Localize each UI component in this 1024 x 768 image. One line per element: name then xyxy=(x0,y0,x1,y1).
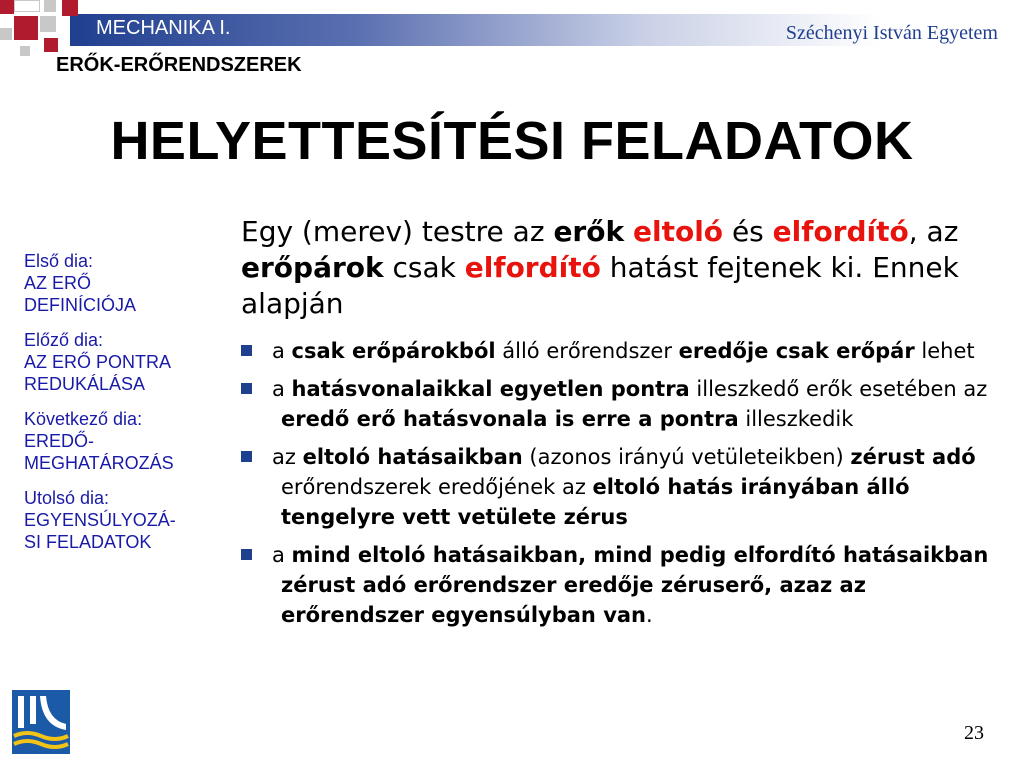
slide-navigation xyxy=(24,250,234,566)
nav-label: Következő dia: xyxy=(24,409,143,429)
nav-label: Utolsó dia: xyxy=(24,488,110,508)
bullet-list xyxy=(241,336,1001,638)
course-name: MECHANIKA I. xyxy=(96,17,231,39)
list-item: a hatásvonalaikkal egyetlen pontra illeszkedő erők esetében az eredő erő hatásvonala is erre a pontra illeszkedik xyxy=(241,374,1001,434)
nav-line: SI FELADATOK xyxy=(24,532,152,552)
slide-title: HELYETTESÍTÉSI FELADATOK xyxy=(110,111,914,171)
nav-line: MEGHATÁROZÁS xyxy=(24,453,174,473)
nav-last-slide[interactable] xyxy=(24,487,234,553)
nav-previous-slide[interactable] xyxy=(24,329,234,395)
nav-line: AZ ERŐ xyxy=(24,273,92,293)
page-number: 23 xyxy=(964,722,984,744)
list-item: az eltoló hatásaikban (azonos irányú vetületeikben) zérust adó erőrendszerek eredőjének az eltoló hatás irányában álló tengelyre vett vetülete zérus xyxy=(241,442,1001,532)
nav-next-slide[interactable] xyxy=(24,408,234,474)
list-item: a csak erőpárokból álló erőrendszer eredője csak erőpár lehet xyxy=(241,336,1001,366)
intro-paragraph: Egy (merev) testre az erők eltoló és elfordító, az erőpárok csak elfordító hatást fejtenek ki. Ennek alapján xyxy=(241,215,959,320)
university-name: Széchenyi István Egyetem xyxy=(785,22,998,44)
nav-line: EGYENSÚLYOZÁ- xyxy=(24,510,176,530)
nav-label: Első dia: xyxy=(24,251,94,271)
nav-line: EREDŐ- xyxy=(24,431,95,451)
bullet-square-icon xyxy=(241,383,252,394)
nav-line: DEFINÍCIÓJA xyxy=(24,295,137,315)
university-logo-icon xyxy=(12,690,70,754)
nav-line: REDUKÁLÁSA xyxy=(24,374,146,394)
bullet-square-icon xyxy=(241,451,252,462)
list-item: a mind eltoló hatásaikban, mind pedig elfordító hatásaikban zérust adó erőrendszer eredője zéruserő, azaz az erőrendszer egyensúlyban van. xyxy=(241,540,1001,630)
nav-label: Előző dia: xyxy=(24,330,104,350)
bullet-square-icon xyxy=(241,549,252,560)
topic-heading: ERŐK-ERŐRENDSZEREK xyxy=(56,54,302,76)
nav-first-slide[interactable] xyxy=(24,250,234,316)
bullet-square-icon xyxy=(241,345,252,356)
nav-line: AZ ERŐ PONTRA xyxy=(24,352,172,372)
